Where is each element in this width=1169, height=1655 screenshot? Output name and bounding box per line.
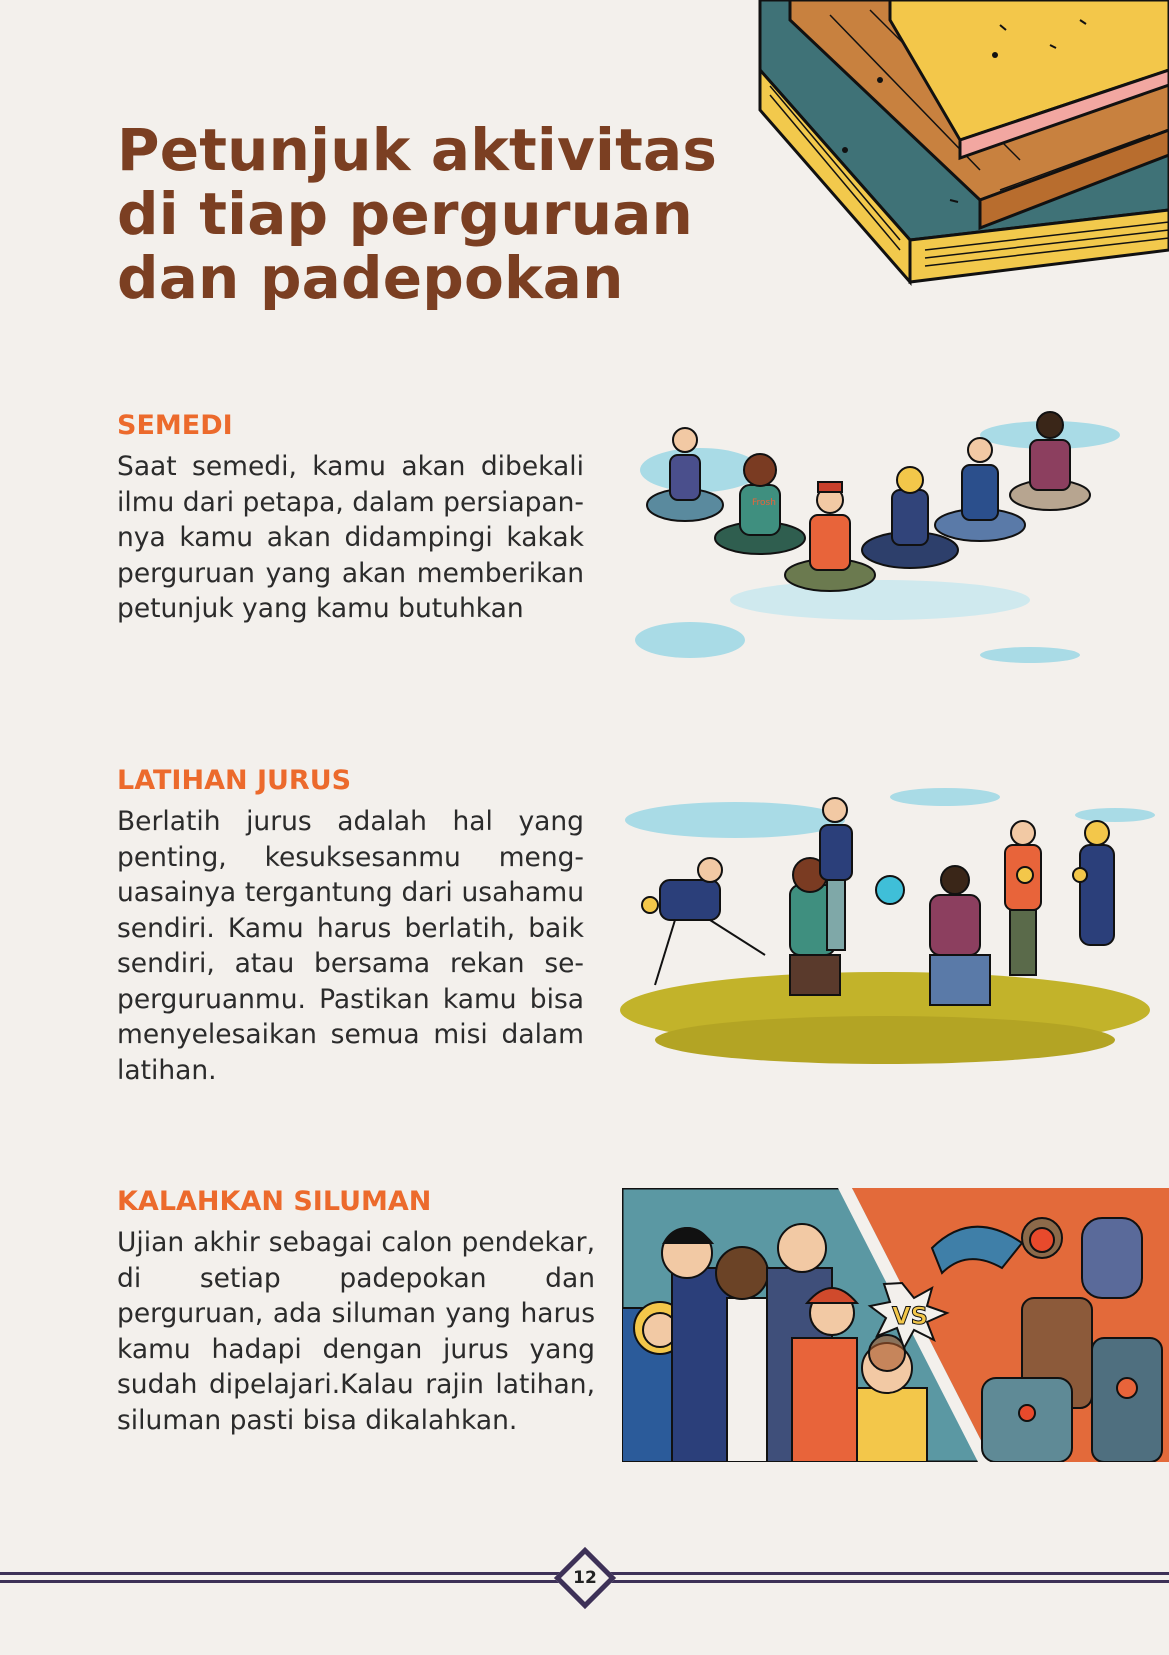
books-illustration [750,0,1169,310]
section-body: Berlatih jurus adalah hal yang penting, kesuksesanmu meng-uasainya tergantung dari usahamu sendiri. Kamu harus berlatih, baik sendiri, atau bersama rekan se-perguruanmu. Pastikan kamu bisa menyelesaikan semua misi dalam latihan. [117,806,584,1086]
training-illustration [615,785,1155,1075]
section-body: Ujian akhir sebagai calon pendekar, di setiap padepokan dan perguruan, ada siluman yang harus kamu hadapi dengan jurus yang sudah dipelajari.Kalau rajin latihan, siluman pasti bisa dikalahkan. [117,1227,595,1436]
section-semedi [117,409,584,627]
page-number-badge [560,1553,610,1603]
section-body: Saat semedi, kamu akan dibekali ilmu dari petapa, dalam persiapan-nya kamu akan didampingi kakak perguruan yang akan memberikan petunjuk yang kamu butuhkan [117,451,584,624]
page-title: Petunjuk aktivitas di tiap perguruan dan padepokan [117,116,718,312]
vs-text: VS [892,1302,928,1330]
shirt-text: Frosh [752,498,776,508]
meditation-illustration [630,410,1150,670]
page-number: 12 [573,1568,597,1588]
versus-illustration [622,1188,1169,1462]
section-heading: KALAHKAN SILUMAN [117,1186,432,1217]
section-latihan-jurus [117,764,584,1088]
section-heading: SEMEDI [117,410,233,441]
section-heading: LATIHAN JURUS [117,765,352,796]
section-kalahkan-siluman [117,1185,595,1438]
